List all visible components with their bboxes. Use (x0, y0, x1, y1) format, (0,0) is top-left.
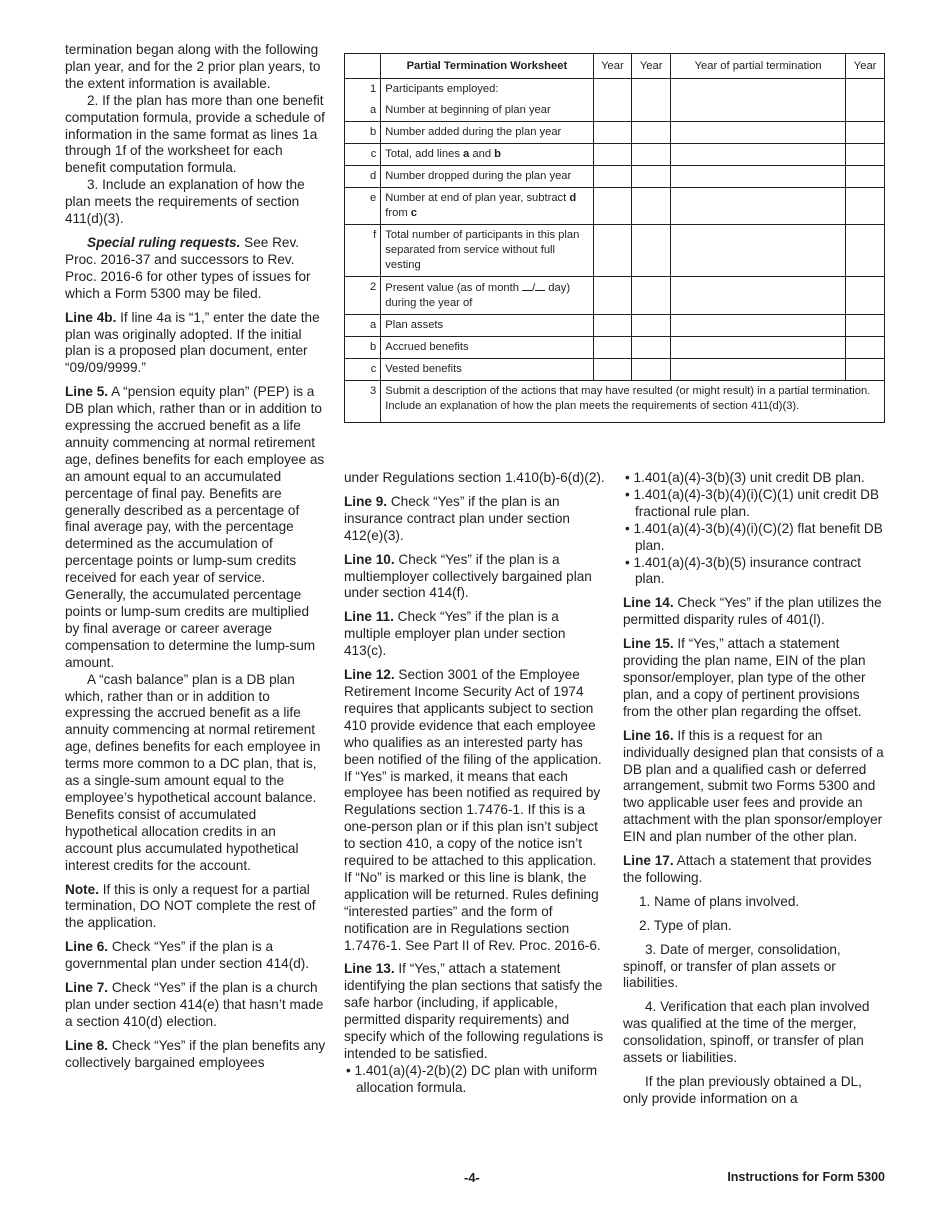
paragraph (65, 235, 327, 303)
paragraph-text: If “Yes,” attach a statement identifying the plan sections that satisfy the safe harbor (including, if applicable, permitted disparity requirements) and specify which of the following regulations is intended to be satisfied. (344, 961, 604, 1061)
bullet-item: • 1.401(a)(4)-2(b)(2) DC plan with uniform allocation formula. (346, 1062, 598, 1095)
row-label: Number dropped during the plan year (381, 166, 593, 188)
worksheet-row (345, 359, 885, 381)
value-cell (632, 225, 671, 277)
row-label-text: during the year of (385, 297, 473, 309)
line-heading: Line 10. (344, 551, 395, 567)
paragraph-text: Check “Yes” if the plan is an insurance contract plan under section 412(e)(3). (344, 493, 570, 543)
paragraph (344, 609, 606, 660)
value-cell (846, 277, 885, 315)
line-heading: Line 9. (344, 493, 388, 509)
worksheet-row (345, 381, 885, 423)
value-cell (846, 359, 885, 381)
paragraph-text: If line 4a is “1,” enter the date the plan was originally adopted. If the initial plan is a proposed plan document, enter “09/09/9999.” (65, 309, 320, 376)
row-label: Submit a description of the actions that may have resulted (or might result) in a partial termination. Include an explanation of how the plan meets the requirements of section 411(d)(3). (381, 381, 885, 423)
row-label-text: Total, add lines (385, 148, 464, 160)
row-label (381, 277, 593, 315)
paragraph-text: See Rev. Proc. 2016-37 and successors to Rev. Proc. 2016-6 for other types of issues for which a Form 5300 may be filed. (65, 234, 311, 301)
value-cell (593, 122, 632, 144)
value-cell (671, 79, 846, 122)
paragraph: 3. Include an explanation of how the plan meets the requirements of section 411(d)(3). (65, 177, 305, 227)
value-cell (846, 144, 885, 166)
row-number: d (345, 166, 381, 188)
paragraph-text: If this is only a request for a partial termination, DO NOT complete the rest of the application. (65, 881, 316, 931)
row-label-text: and (469, 148, 495, 160)
text-column-3 (623, 470, 885, 1108)
worksheet-header-year-3: Year (846, 54, 885, 79)
worksheet-header-year-1: Year (593, 54, 632, 79)
value-cell (846, 122, 885, 144)
paragraph: If the plan previously obtained a DL, only provide information on a (623, 1074, 862, 1106)
paragraph-text: Check “Yes” if the plan is a church plan under section 414(e) that hasn’t made a section 410(d) election. (65, 980, 324, 1029)
row-label: Plan assets (381, 315, 593, 337)
line-heading: Line 16. (623, 727, 674, 743)
value-cell (632, 188, 671, 225)
value-cell (632, 277, 671, 315)
paragraph (65, 384, 327, 671)
row-label: Number added during the plan year (381, 122, 593, 144)
row-number: b (345, 337, 381, 359)
partial-termination-worksheet (344, 53, 885, 423)
paragraph (65, 310, 327, 378)
value-cell (671, 277, 846, 315)
row-number: f (345, 225, 381, 277)
worksheet-header-year-partial-termination: Year of partial termination (671, 54, 846, 79)
numbered-item: 1. Name of plans involved. (639, 893, 800, 909)
row-number: 3 (345, 381, 381, 423)
line-heading: Line 6. (65, 939, 109, 955)
paragraph-text: Section 3001 of the Employee Retirement Income Security Act of 1974 requires that applicants subject to section 410 provide evidence that each employee who qualifies as an interested party has been notified of the filing of the application. If “Yes” is marked, it means that each employee has been notified as required by Regulations section 1.7476-1. If this is a one-person plan or if this plan isn’t subject to section 410, a copy of the notice isn’t required to be attached to this application. If “No” is marked or this line is blank, the application will be returned. Rules defining “interested parties” and the form of notification are in Regulations section 1.7476-1. See Part II of Rev. Proc. 2016-6. (344, 667, 602, 953)
paragraph-text: Check “Yes” if the plan benefits any collectively bargained employees (65, 1037, 326, 1070)
text-column-2 (344, 470, 606, 1097)
paragraph (623, 595, 885, 629)
value-cell (846, 188, 885, 225)
line-heading: Line 4b. (65, 309, 117, 325)
value-cell (671, 359, 846, 381)
paragraph-text: Check “Yes” if the plan utilizes the permitted disparity rules of 401(l). (623, 595, 882, 628)
row-number: c (345, 359, 381, 381)
paragraph (623, 636, 885, 721)
value-cell (593, 79, 632, 122)
row-label-text: day) (545, 282, 571, 294)
paragraph-text: Check “Yes” if the plan is a governmental plan under section 414(d). (65, 939, 310, 972)
paragraph-text: If this is a request for an individually designed plan that consists of a DB plan and a qualified cash or deferred arrangement, submit two Forms 5300 and two applicable user fees and provide an attachment with the plan sponsor/employer EIN and plan number of the other plan. (623, 727, 884, 845)
text-column-1 (65, 42, 327, 1072)
bullet-item: • 1.401(a)(4)-3(b)(3) unit credit DB plan. (625, 470, 865, 485)
value-cell (593, 277, 632, 315)
numbered-item: 4. Verification that each plan involved was qualified at the time of the merger, consolidation, spinoff, or transfer of plan assets or liabilities. (623, 999, 870, 1066)
row-label-text: / (532, 282, 536, 294)
value-cell (632, 144, 671, 166)
worksheet-row (345, 337, 885, 359)
paragraph-text: Check “Yes” if the plan is a multiple employer plan under section 413(c). (344, 609, 566, 659)
value-cell (593, 166, 632, 188)
value-cell (593, 359, 632, 381)
value-cell (671, 144, 846, 166)
value-cell (593, 144, 632, 166)
worksheet-row (345, 188, 885, 225)
paragraph-text: A “pension equity plan” (PEP) is a DB plan which, rather than or in addition to expressing the accrued benefit as a life annuity commencing at normal retirement age, defines benefits for each employee as an amount equal to an accumulated percentage of final pay. Benefits are generally described as a percentage of final average pay, with the percentage determined as the accumulation of percentage points or lump-sum credits received for each year of service. Generally, the accumulated percentage points or lump-sum credits are multiplied by final average or career average compensation to determine the lump-sum amount. (65, 384, 325, 670)
row-label-text: Number at end of plan year, subtract (385, 192, 570, 204)
line-heading: Line 12. (344, 667, 395, 683)
worksheet-row (345, 144, 885, 166)
row-label (381, 188, 593, 225)
day-blank (535, 280, 545, 291)
paragraph: under Regulations section 1.410(b)-6(d)(2). (344, 470, 605, 485)
row-label: Total number of participants in this plan separated from service without full vesting (381, 225, 593, 277)
line-heading: Line 13. (344, 961, 395, 977)
numbered-item: 3. Date of merger, consolidation, spinoff, or transfer of plan assets or liabilities. (623, 941, 841, 991)
value-cell (671, 315, 846, 337)
paragraph (65, 980, 327, 1031)
worksheet-header-num (345, 54, 381, 79)
section-heading: Special ruling requests. (87, 234, 241, 250)
paragraph (344, 552, 606, 603)
line-heading: Line 7. (65, 980, 109, 996)
value-cell (632, 166, 671, 188)
paragraph: 2. If the plan has more than one benefit computation formula, provide a schedule of information in the same format as lines 1a through 1f of the worksheet for each benefit computation formula. (65, 92, 325, 176)
worksheet-row (345, 166, 885, 188)
document-title-footer: Instructions for Form 5300 (727, 1170, 885, 1184)
value-cell (632, 315, 671, 337)
value-cell (671, 188, 846, 225)
value-cell (846, 337, 885, 359)
row-number: a (345, 315, 381, 337)
paragraph: A “cash balance” plan is a DB plan which, rather than or in addition to expressing the accrued benefit as a life annuity commencing at normal retirement age, defines benefits for each employee in terms more common to a DC plan, that is, as a single-sum amount equal to the employee’s hypothetical account balance. Benefits consist of accumulated hypothetical allocation credits in an account plus accumulated hypothetical interest credits for the account. (65, 671, 321, 873)
worksheet-row (345, 122, 885, 144)
worksheet-header-row (345, 54, 885, 79)
paragraph (344, 667, 606, 954)
line-heading: Line 14. (623, 595, 674, 611)
row-label-ref: b (494, 148, 501, 160)
paragraph (623, 853, 885, 887)
line-heading: Line 8. (65, 1037, 109, 1053)
paragraph (65, 1038, 327, 1072)
value-cell (671, 337, 846, 359)
worksheet-row (345, 225, 885, 277)
value-cell (846, 166, 885, 188)
row-number: b (345, 122, 381, 144)
value-cell (632, 337, 671, 359)
row-label-ref: a (463, 148, 470, 160)
value-cell (846, 225, 885, 277)
row-number: a (345, 100, 381, 122)
row-number: 1 (345, 79, 381, 101)
paragraph (65, 882, 327, 933)
row-number: c (345, 144, 381, 166)
paragraph (344, 961, 606, 1062)
worksheet-row (345, 315, 885, 337)
row-number: 2 (345, 277, 381, 315)
bullet-item: • 1.401(a)(4)-3(b)(4)(i)(C)(2) flat benefit DB plan. (625, 520, 883, 553)
worksheet-row (345, 79, 885, 101)
value-cell (671, 122, 846, 144)
row-label-text: from (385, 207, 411, 219)
month-blank (522, 280, 532, 291)
row-label-ref: c (410, 207, 417, 219)
worksheet-title: Partial Termination Worksheet (381, 54, 593, 79)
line-heading: Line 15. (623, 636, 674, 652)
paragraph: termination began along with the following plan year, and for the 2 prior plan years, to the extent information is available. (65, 42, 321, 91)
note-heading: Note. (65, 881, 99, 897)
row-label: Accrued benefits (381, 337, 593, 359)
paragraph (344, 494, 606, 545)
value-cell (593, 315, 632, 337)
row-label: Number at beginning of plan year (381, 100, 593, 122)
row-number: e (345, 188, 381, 225)
row-label: Participants employed: (381, 79, 593, 101)
paragraph (65, 939, 327, 973)
row-label-text: Present value (as of month (385, 282, 523, 294)
row-label: Vested benefits (381, 359, 593, 381)
bullet-item: • 1.401(a)(4)-3(b)(4)(i)(C)(1) unit credit DB fractional rule plan. (625, 486, 880, 519)
value-cell (632, 122, 671, 144)
paragraph-text: If “Yes,” attach a statement providing the plan name, EIN of the plan sponsor/employer, plan type of the other plan, and a copy of pertinent provisions from the other plan regarding the offset. (623, 636, 866, 719)
line-heading: Line 5. (65, 384, 109, 400)
paragraph-text: Check “Yes” if the plan is a multiemployer collectively bargained plan under section 414(f). (344, 551, 592, 601)
row-label-ref: d (569, 192, 577, 204)
value-cell (593, 188, 632, 225)
value-cell (846, 315, 885, 337)
value-cell (593, 337, 632, 359)
line-heading: Line 11. (344, 609, 394, 625)
value-cell (632, 79, 671, 122)
paragraph (623, 728, 885, 846)
worksheet-header-year-2: Year (632, 54, 671, 79)
value-cell (846, 79, 885, 122)
value-cell (632, 359, 671, 381)
page-number: -4- (464, 1170, 480, 1185)
value-cell (671, 225, 846, 277)
bullet-item: • 1.401(a)(4)-3(b)(5) insurance contract plan. (625, 554, 861, 587)
value-cell (593, 225, 632, 277)
value-cell (671, 166, 846, 188)
worksheet-row (345, 277, 885, 315)
line-heading: Line 17. (623, 853, 674, 869)
numbered-item: 2. Type of plan. (639, 917, 732, 933)
paragraph-text: Attach a statement that provides the following. (623, 853, 872, 885)
row-label (381, 144, 593, 166)
